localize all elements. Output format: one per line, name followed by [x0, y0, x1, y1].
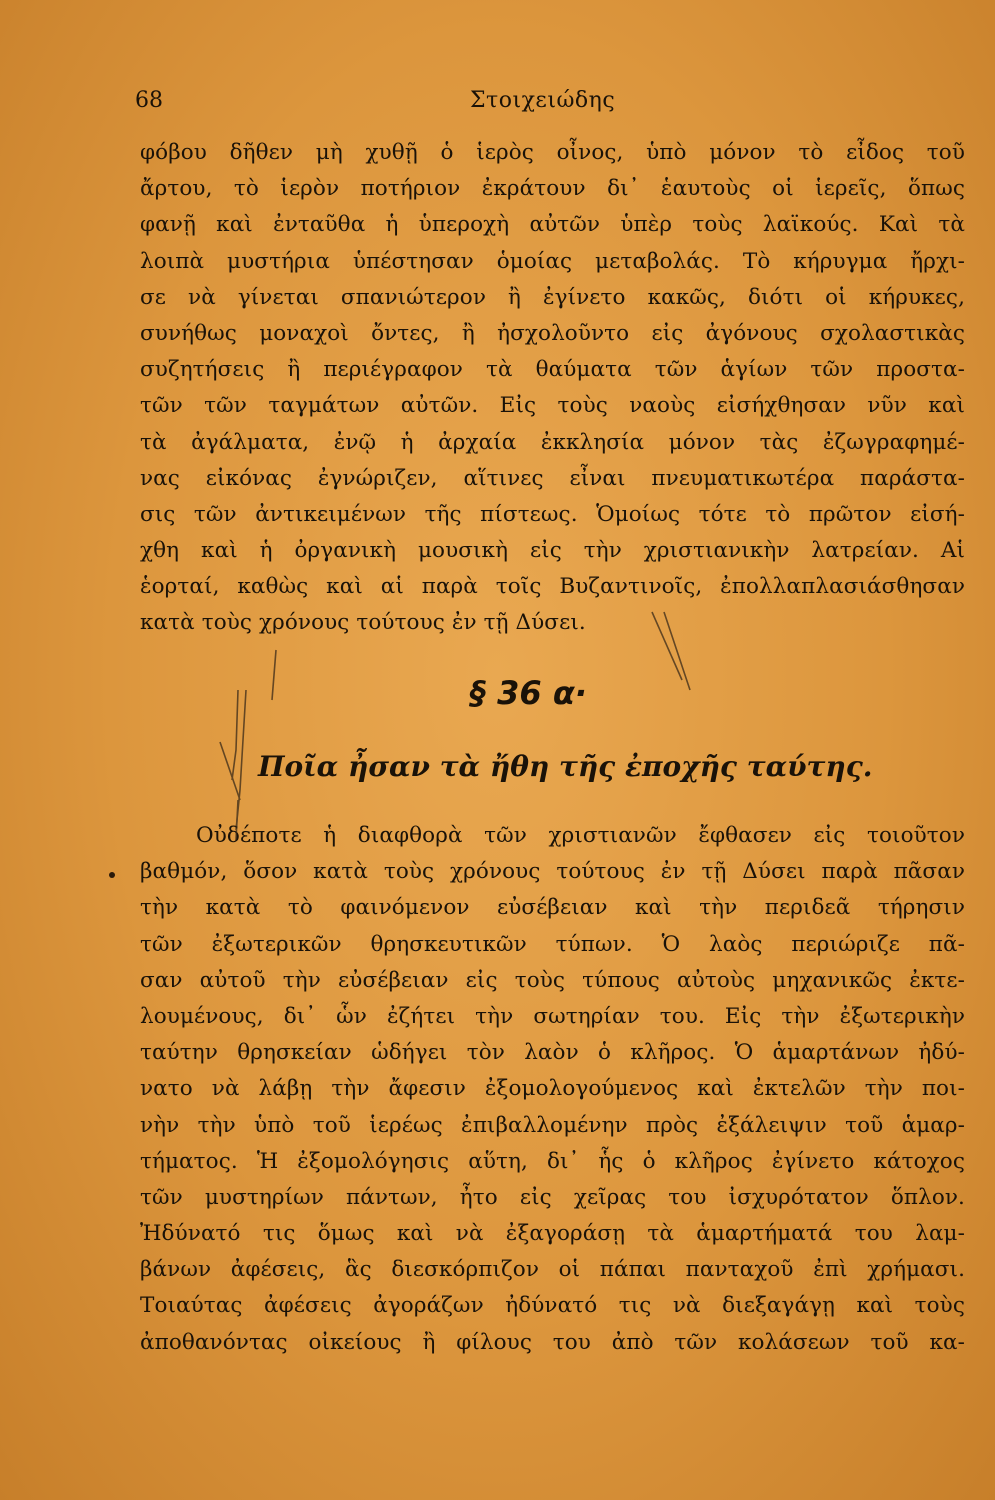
text-line: ἄρτου, τὸ ἱερὸν ποτήριον ἐκράτουν δι᾽ ἑαυτοὺς οἱ ἱερεῖς, ὅπως: [140, 176, 965, 202]
text-line: ταύτην θρησκείαν ὡδήγει τὸν λαὸν ὁ κλῆρος. Ὁ ἁμαρτάνων ἠδύ-: [140, 1040, 965, 1066]
text-line: βαθμόν, ὅσον κατὰ τοὺς χρόνους τούτους ἐν τῇ Δύσει παρὰ πᾶσαν: [140, 859, 965, 885]
text-line: τὰ ἀγάλματα, ἐνῷ ἡ ἀρχαία ἐκκλησία μόνον τὰς ἐζωγραφημέ-: [140, 429, 965, 455]
pencil-stroke: [236, 690, 246, 830]
section-number: § 36 α·: [470, 674, 587, 712]
text-line: νὴν τὴν ὑπὸ τοῦ ἱερέως ἐπιβαλλομένην πρὸς ἐξάλειψιν τοῦ ἁμαρ-: [140, 1112, 965, 1138]
text-line: λοιπὰ μυστήρια ὑπέστησαν ὁμοίας μεταβολάς. Τὸ κήρυγμα ἤρχι-: [140, 248, 965, 274]
text-line: τῶν ἐξωτερικῶν θρησκευτικῶν τύπων. Ὁ λαὸς περιώριζε πᾶ-: [140, 931, 965, 957]
text-line: ἑορταί, καθὼς καὶ αἱ παρὰ τοῖς Βυζαντινοῖς, ἐπολλαπλασιάσθησαν: [140, 574, 965, 600]
page-number: 68: [135, 88, 163, 113]
text-line: τήματος. Ἡ ἐξομολόγησις αὕτη, δι᾽ ἧς ὁ κλῆρος ἐγίνετο κάτοχος: [140, 1148, 965, 1174]
text-line: σαν αὐτοῦ τὴν εὐσέβειαν εἰς τοὺς τύπους αὐτοὺς μηχανικῶς ἐκτε-: [140, 967, 965, 993]
text-line: σις τῶν ἀντικειμένων τῆς πίστεως. Ὁμοίως τότε τὸ πρῶτον εἰσή-: [140, 501, 965, 527]
text-line: βάνων ἀφέσεις, ἃς διεσκόρπιζον οἱ πάπαι πανταχοῦ ἐπὶ χρήμασι.: [140, 1257, 965, 1283]
text-line: φανῇ καὶ ἐνταῦθα ἡ ὑπεροχὴ αὐτῶν ὑπὲρ τοὺς λαϊκούς. Καὶ τὰ: [140, 212, 965, 238]
text-line: τῶν μυστηρίων πάντων, ἦτο εἰς χεῖρας του ἰσχυρότατον ὅπλον.: [140, 1184, 965, 1210]
section-title: Ποῖα ἦσαν τὰ ἤθη τῆς ἐποχῆς ταύτης.: [258, 750, 873, 783]
text-line: συνήθως μοναχοὶ ὄντες, ἢ ἠσχολοῦντο εἰς ἀγόνους σχολαστικὰς: [140, 320, 965, 346]
pencil-stroke: [232, 690, 238, 780]
page-header: [135, 88, 965, 118]
text-line: Τοιαύτας ἀφέσεις ἀγοράζων ἠδύνατό τις νὰ διεξαγάγῃ καὶ τοὺς: [140, 1293, 965, 1319]
text-line: τῶν τῶν ταγμάτων αὐτῶν. Εἰς τοὺς ναοὺς εἰσήχθησαν νῦν καὶ: [140, 393, 965, 419]
text-line: νας εἰκόνας ἐγνώριζεν, αἵτινες εἶναι πνευματικωτέρα παράστα-: [140, 465, 965, 491]
text-line: ἀποθανόντας οἰκείους ἢ φίλους του ἀπὸ τῶν κολάσεων τοῦ κα-: [140, 1329, 965, 1355]
text-line: φόβου δῆθεν μὴ χυθῇ ὁ ἱερὸς οἶνος, ὑπὸ μόνον τὸ εἶδος τοῦ: [140, 140, 965, 165]
text-line: Οὐδέποτε ἡ διαφθορὰ τῶν χριστιανῶν ἔφθασεν εἰς τοιοῦτον: [196, 823, 965, 848]
text-line: Ἠδύνατό τις ὅμως καὶ νὰ ἐξαγοράσῃ τὰ ἁμαρτήματά του λαμ-: [140, 1221, 965, 1247]
ink-dot: [109, 872, 115, 878]
text-line: νατο νὰ λάβῃ τὴν ἄφεσιν ἐξομολογούμενος καὶ ἐκτελῶν τὴν ποι-: [140, 1076, 965, 1102]
text-line: χθη καὶ ἡ ὀργανικὴ μουσικὴ εἰς τὴν χριστιανικὴν λατρείαν. Αἱ: [140, 538, 965, 564]
paragraph-1: [140, 135, 965, 642]
text-line: σε νὰ γίνεται σπανιώτερον ἢ ἐγίνετο κακῶς, διότι οἱ κήρυκες,: [140, 284, 965, 310]
pencil-stroke: [220, 742, 240, 800]
text-line: λουμένους, δι᾽ ὧν ἐζήτει τὴν σωτηρίαν του. Εἰς τὴν ἐξωτερικὴν: [140, 1003, 965, 1029]
text-line: κατὰ τοὺς χρόνους τούτους ἐν τῇ Δύσει.: [140, 610, 586, 636]
text-line: τὴν κατὰ τὸ φαινόμενον εὐσέβειαν καὶ τὴν περιδεᾶ τήρησιν: [140, 895, 965, 921]
running-head: Στοιχειώδης: [470, 88, 616, 113]
text-line: συζητήσεις ἢ περιέγραφον τὰ θαύματα τῶν ἁγίων τῶν προστα-: [140, 357, 965, 383]
pencil-stroke: [272, 650, 276, 700]
paragraph-2: [140, 818, 965, 1361]
